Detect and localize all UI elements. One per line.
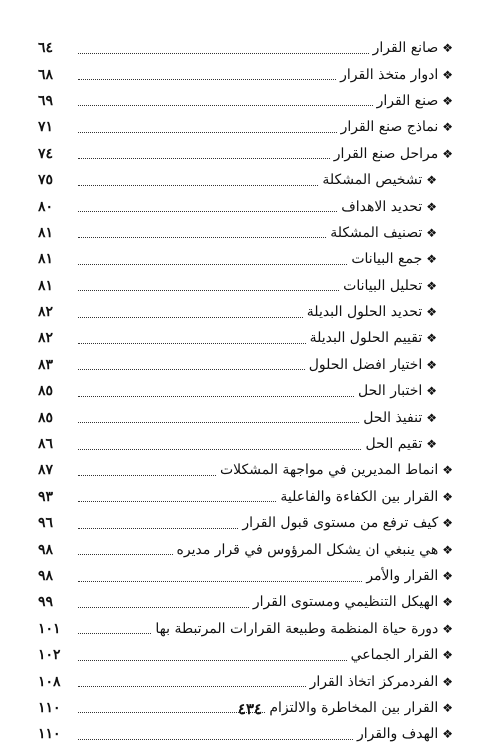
toc-entry-title: تنفيذ الحل bbox=[363, 409, 423, 426]
toc-entry bbox=[38, 273, 453, 299]
toc-entry-title: تشخيص المشكلة bbox=[322, 172, 423, 189]
diamond-bullet-icon: ❖ bbox=[442, 67, 453, 82]
toc-entry-title: نماذج صنع القرار bbox=[340, 119, 439, 136]
toc-entry-title-group bbox=[253, 595, 453, 609]
toc-entry-title: الهيكل التنظيمي ومستوى القرار bbox=[252, 594, 439, 611]
dot-leader bbox=[78, 396, 354, 397]
toc-entry bbox=[38, 616, 453, 642]
dot-leader bbox=[78, 554, 173, 555]
toc-entry-title: دورة حياة المنظمة وطبيعة القرارات المرتبطة بها bbox=[155, 620, 439, 637]
toc-entry bbox=[38, 563, 453, 589]
toc-page-number: ١٠١ bbox=[38, 620, 61, 637]
toc-entry-title: القرار بين الكفاءة والفاعلية bbox=[280, 488, 439, 505]
toc-entry-title-group bbox=[351, 648, 453, 662]
toc-entry-title: الفردمركز اتخاذ القرار bbox=[309, 673, 439, 690]
dot-leader bbox=[78, 237, 326, 238]
toc-entry-title-group bbox=[309, 358, 437, 372]
toc-entry-title: تحديد الاهداف bbox=[341, 198, 423, 215]
toc-page-number: ٨١ bbox=[38, 224, 54, 241]
toc-entry-title-group bbox=[343, 279, 437, 293]
diamond-bullet-icon: ❖ bbox=[442, 595, 453, 610]
toc-entry bbox=[38, 668, 453, 694]
diamond-bullet-icon: ❖ bbox=[426, 252, 437, 267]
toc-entry-title-group bbox=[310, 675, 453, 689]
toc-entry-title-group bbox=[373, 41, 453, 55]
dot-leader bbox=[78, 607, 249, 608]
toc-entry bbox=[38, 246, 453, 272]
toc-entry bbox=[38, 61, 453, 87]
dot-leader bbox=[78, 369, 305, 370]
toc-entry-title-group bbox=[280, 490, 453, 504]
dot-leader bbox=[78, 290, 339, 291]
dot-leader bbox=[78, 739, 353, 740]
diamond-bullet-icon: ❖ bbox=[442, 700, 453, 715]
diamond-bullet-icon: ❖ bbox=[426, 173, 437, 188]
diamond-bullet-icon: ❖ bbox=[426, 305, 437, 320]
diamond-bullet-icon: ❖ bbox=[442, 727, 453, 742]
toc-entry bbox=[38, 431, 453, 457]
dot-leader bbox=[78, 422, 359, 423]
toc-entry bbox=[38, 88, 453, 114]
diamond-bullet-icon: ❖ bbox=[442, 516, 453, 531]
diamond-bullet-icon: ❖ bbox=[442, 120, 453, 135]
diamond-bullet-icon: ❖ bbox=[442, 146, 453, 161]
toc-entry-title-group bbox=[341, 200, 437, 214]
diamond-bullet-icon: ❖ bbox=[426, 225, 437, 240]
toc-entry-title: تقييم الحلول البديلة bbox=[309, 330, 423, 347]
toc-page-number: ٨٥ bbox=[38, 383, 54, 400]
dot-leader bbox=[78, 528, 238, 529]
dot-leader bbox=[78, 343, 306, 344]
dot-leader bbox=[78, 79, 336, 80]
toc-entry-title-group bbox=[365, 437, 437, 451]
toc-entry-title: تصنيف المشكلة bbox=[330, 224, 423, 241]
toc-page-number: ١٠٢ bbox=[38, 647, 61, 664]
toc-page-number: ٧٤ bbox=[38, 145, 54, 162]
dot-leader bbox=[78, 660, 347, 661]
toc-entry bbox=[38, 141, 453, 167]
toc-entry-title: تحديد الحلول البديلة bbox=[306, 304, 423, 321]
dot-leader bbox=[78, 132, 337, 133]
toc-entry bbox=[38, 510, 453, 536]
toc-entry-title: جمع البيانات bbox=[351, 251, 423, 268]
toc-entry bbox=[38, 35, 453, 61]
dot-leader bbox=[78, 158, 330, 159]
toc-entry bbox=[38, 457, 453, 483]
toc-page-number: ٨٥ bbox=[38, 409, 54, 426]
toc-entry-title: الهدف والقرار bbox=[356, 726, 439, 743]
toc-page-number: ٧١ bbox=[38, 119, 54, 136]
toc-page-number: ٦٨ bbox=[38, 66, 54, 83]
toc-entry bbox=[38, 352, 453, 378]
toc-entry bbox=[38, 220, 453, 246]
toc-entry bbox=[38, 378, 453, 404]
toc-page-number: ٨٣ bbox=[38, 356, 54, 373]
toc-entry-title-group bbox=[155, 622, 453, 636]
toc-page-number: ٧٥ bbox=[38, 172, 54, 189]
dot-leader bbox=[78, 53, 369, 54]
toc-entry-title-group bbox=[377, 94, 453, 108]
page-number: ٤٣٤ bbox=[237, 700, 263, 718]
diamond-bullet-icon: ❖ bbox=[442, 489, 453, 504]
dot-leader bbox=[78, 185, 318, 186]
diamond-bullet-icon: ❖ bbox=[426, 384, 437, 399]
toc-page-number: ١٠٨ bbox=[38, 673, 61, 690]
toc-page-number: ٨٦ bbox=[38, 436, 54, 453]
toc-entry-title: تحليل البيانات bbox=[343, 277, 423, 294]
toc-entry-title-group bbox=[341, 120, 453, 134]
toc-entry bbox=[38, 642, 453, 668]
toc-entry-title: صانع القرار bbox=[372, 40, 439, 57]
toc-entry bbox=[38, 325, 453, 351]
toc-entry-title-group bbox=[363, 411, 437, 425]
dot-leader bbox=[78, 633, 151, 634]
dot-leader bbox=[78, 686, 306, 687]
toc-entry-title-group bbox=[358, 384, 437, 398]
diamond-bullet-icon: ❖ bbox=[426, 410, 437, 425]
toc-entry bbox=[38, 114, 453, 140]
toc-entry-title-group bbox=[334, 147, 453, 161]
toc-page-number: ٨٢ bbox=[38, 330, 54, 347]
toc-page-number: ٩٣ bbox=[38, 488, 54, 505]
toc-page-number: ٨١ bbox=[38, 277, 54, 294]
toc-entry bbox=[38, 589, 453, 615]
diamond-bullet-icon: ❖ bbox=[442, 569, 453, 583]
diamond-bullet-icon: ❖ bbox=[442, 93, 453, 108]
toc-entry-title: انماط المديرين في مواجهة المشكلات bbox=[219, 462, 439, 479]
toc-entry-title: القرار بين المخاطرة والالتزام bbox=[269, 699, 439, 716]
toc-page-number: ٩٩ bbox=[38, 594, 54, 611]
diamond-bullet-icon: ❖ bbox=[442, 648, 453, 663]
toc-page-number: ٨٢ bbox=[38, 304, 54, 321]
toc-entry-title: اختيار افضل الحلول bbox=[308, 356, 423, 373]
toc-entry-title-group bbox=[340, 68, 453, 82]
dot-leader bbox=[78, 501, 276, 502]
toc-page-number: ١١٠ bbox=[38, 726, 61, 743]
toc-page-number: ٨٠ bbox=[38, 198, 54, 215]
toc-entry-title: ادوار متخذ القرار bbox=[340, 66, 439, 83]
toc-entry bbox=[38, 404, 453, 430]
toc-page-number: ٩٦ bbox=[38, 515, 54, 532]
toc-entry-title-group bbox=[351, 252, 437, 266]
diamond-bullet-icon: ❖ bbox=[442, 41, 453, 56]
toc-entry-title: تقيم الحل bbox=[365, 436, 423, 453]
dot-leader bbox=[78, 475, 216, 476]
toc-entry-title-group bbox=[366, 569, 453, 583]
toc-page-number: ١١٠ bbox=[38, 699, 61, 716]
toc-entry bbox=[38, 536, 453, 562]
dot-leader bbox=[78, 211, 337, 212]
dot-leader bbox=[78, 449, 361, 450]
toc-entry-title: القرار الجماعي bbox=[350, 647, 439, 664]
table-of-contents bbox=[38, 35, 453, 748]
toc-entry bbox=[38, 484, 453, 510]
toc-entry bbox=[38, 193, 453, 219]
toc-entry bbox=[38, 299, 453, 325]
toc-entry bbox=[38, 167, 453, 193]
diamond-bullet-icon: ❖ bbox=[426, 437, 437, 452]
dot-leader bbox=[78, 105, 373, 106]
toc-entry-title-group bbox=[242, 516, 453, 530]
dot-leader bbox=[78, 581, 362, 582]
diamond-bullet-icon: ❖ bbox=[426, 331, 437, 346]
toc-entry-title: صنع القرار bbox=[376, 92, 439, 109]
toc-entry-title-group bbox=[307, 305, 437, 319]
dot-leader bbox=[78, 264, 347, 265]
toc-page-number: ٦٤ bbox=[38, 40, 54, 57]
diamond-bullet-icon: ❖ bbox=[426, 278, 437, 293]
toc-entry-title: كيف ترفع من مستوى قبول القرار bbox=[242, 515, 439, 532]
toc-entry-title-group bbox=[220, 463, 453, 477]
toc-entry-title-group bbox=[177, 543, 453, 557]
diamond-bullet-icon: ❖ bbox=[442, 542, 453, 557]
diamond-bullet-icon: ❖ bbox=[426, 357, 437, 372]
toc-entry-title-group bbox=[330, 226, 437, 240]
toc-entry-title-group bbox=[357, 727, 453, 741]
toc-page-number: ٦٩ bbox=[38, 92, 54, 109]
toc-entry-title-group bbox=[322, 173, 437, 187]
toc-page-number: ٨١ bbox=[38, 251, 54, 268]
diamond-bullet-icon: ❖ bbox=[442, 621, 453, 636]
dot-leader bbox=[78, 317, 303, 318]
toc-page-number: ٩٨ bbox=[38, 541, 54, 558]
diamond-bullet-icon: ❖ bbox=[442, 463, 453, 478]
toc-entry-title: مراحل صنع القرار bbox=[333, 145, 439, 162]
toc-entry bbox=[38, 721, 453, 747]
toc-page-number: ٨٧ bbox=[38, 462, 54, 479]
toc-entry-title: اختبار الحل bbox=[357, 383, 423, 400]
toc-entry-title: هي ينبغي ان يشكل المرؤوس في قرار مديره bbox=[176, 541, 439, 558]
diamond-bullet-icon: ❖ bbox=[426, 199, 437, 214]
diamond-bullet-icon: ❖ bbox=[442, 674, 453, 689]
toc-page-number: ٩٨ bbox=[38, 568, 54, 584]
toc-entry-title-group bbox=[310, 331, 437, 345]
toc-entry-title: القرار والأمر bbox=[366, 568, 439, 584]
